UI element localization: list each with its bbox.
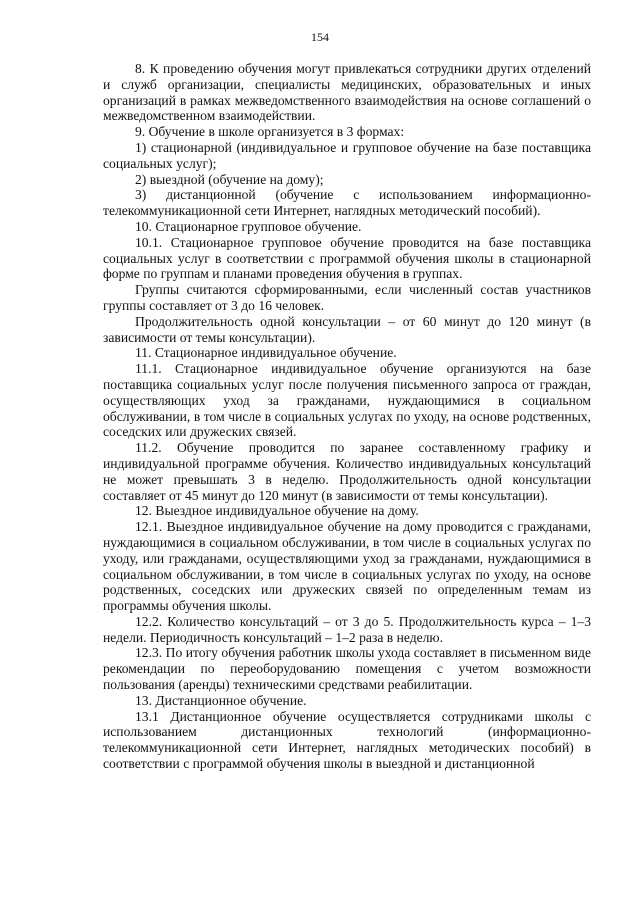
paragraph: 8. К проведению обучения могут привлекаться сотрудники других отделений и служб организации, специалисты медицинских, образовательных и иных организаций в рамках межведомственного взаимодействия на основе соглашений о межведомственном взаимодействии. <box>103 61 591 124</box>
paragraph: 12.3. По итогу обучения работник школы ухода составляет в письменном виде рекомендации по переоборудованию помещения с учетом возможности пользования (аренды) техническими средствами реабилитации. <box>103 645 591 693</box>
paragraph: 1) стационарной (индивидуальное и групповое обучение на базе поставщика социальных услуг); <box>103 139 591 171</box>
paragraph: 11.2. Обучение проводится по заранее составленному графику и индивидуальной программе обучения. Количество индивидуальных консультаций не может превышать 3 в неделю. Продолжительность одной консультации составляет от 45 минут до 120 минут (в зависимости от темы консультации). <box>103 440 591 503</box>
page-number: 154 <box>311 30 329 44</box>
paragraph: 12.2. Количество консультаций – от 3 до 5. Продолжительность курса – 1–3 недели. Периодичность консультаций – 1–2 раза в неделю. <box>103 613 591 645</box>
paragraph: 2) выездной (обучение на дому); <box>135 171 324 187</box>
paragraph: 9. Обучение в школе организуется в 3 формах: <box>135 124 405 140</box>
paragraph: 11.1. Стационарное индивидуальное обучение организуются на базе поставщика социальных услуг после получения письменного запроса от граждан, осуществляющих уход за гражданами, нуждающимися в социальном обслуживании, в том числе в социальных услугах по уходу, на основе родственных, соседских или дружеских связей. <box>103 361 591 440</box>
paragraph: Группы считаются сформированными, если численный состав участников группы составляет от 3 до 16 человек. <box>103 282 591 313</box>
paragraph: 3) дистанционной (обучение с использованием информационно-телекоммуникационной сети Интернет, наглядных методический пособий). <box>103 187 591 219</box>
paragraph: 10. Стационарное групповое обучение. <box>135 218 362 234</box>
paragraph: 10.1. Стационарное групповое обучение проводится на базе поставщика социальных услуг в соответствии с программой обучения школы в стационарной форме по группам и планами проведения обучения в группах. <box>103 234 591 282</box>
paragraph: Продолжительность одной консультации – от 60 минут до 120 минут (в зависимости от темы консультации). <box>103 313 591 345</box>
document-body <box>103 61 591 772</box>
paragraph: 12.1. Выездное индивидуальное обучение на дому проводится с гражданами, нуждающимися в социальном обслуживании, в том числе в социальных услугах по уходу, или гражданами, осуществляющими уход за гражданами, нуждающимися в социальном обслуживании, в том числе в социальных услугах по уходу, на основе родственных, соседских или дружеских связей по определенным темам из программы обучения школы. <box>103 519 591 614</box>
paragraph: 11. Стационарное индивидуальное обучение. <box>135 345 397 361</box>
paragraph: 12. Выездное индивидуальное обучение на дому. <box>135 503 419 519</box>
paragraph: 13.1 Дистанционное обучение осуществляется сотрудниками школы с использованием дистанционных технологий (информационно-телекоммуникационной сети Интернет, наглядных методических пособий) в соответствии с программой обучения школы в выездной и дистанционной <box>103 708 591 772</box>
paragraph: 13. Дистанционное обучение. <box>135 692 307 708</box>
